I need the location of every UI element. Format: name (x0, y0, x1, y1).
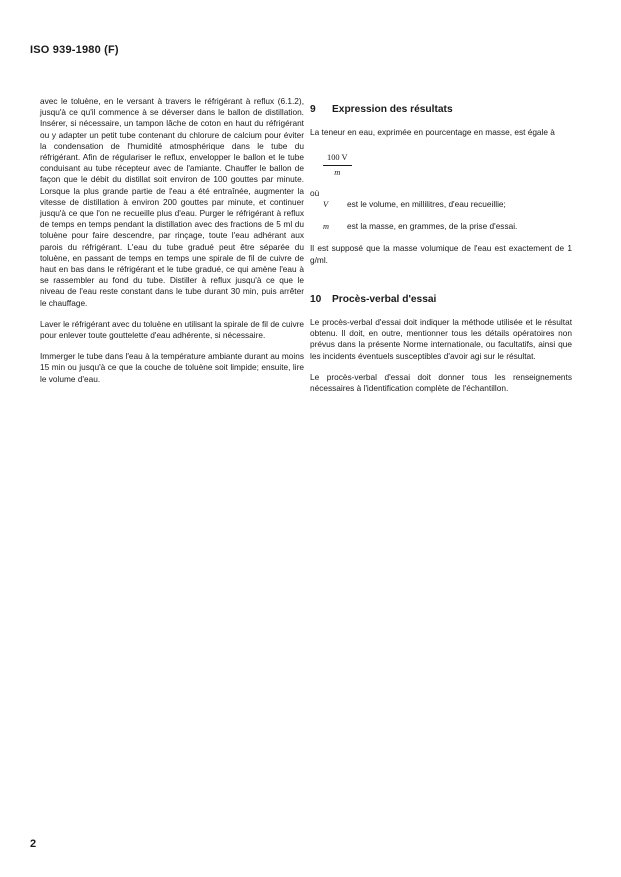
symbol-m: m (323, 222, 329, 232)
section-9-heading (310, 104, 572, 115)
right-column (310, 104, 572, 394)
procedure-paragraph-reading: Immerger le tube dans l'eau à la température ambiante durant au moins 15 min ou jusqu'à ce que la couche de toluène soit limpide; ensuite, lire le volume d'eau. (40, 351, 304, 384)
section-10-paragraph-1: Le procès-verbal d'essai doit indiquer la méthode utilisée et le résultat obtenu. Il doit, en outre, mentionner tous les détails opératoires non prévus dans la présente Norme internationale, ou facultatifs, ainsi que les incidents éventuels susceptibles d'avoir agi sur le résultat. (310, 317, 572, 361)
page-number: 2 (30, 838, 37, 850)
left-column (40, 96, 304, 395)
symbol-v: V (323, 200, 329, 210)
section-9-title: Expression des résultats (332, 104, 453, 115)
formula-numerator: 100 V (323, 152, 352, 165)
section-9-intro: La teneur en eau, exprimée en pourcentage en masse, est égale à (310, 127, 555, 138)
definition-m (310, 221, 572, 232)
formula-denominator: m (334, 167, 341, 177)
definition-v-text: est le volume, en millilitres, d'eau recueillie; (347, 199, 506, 210)
where-label: où (310, 187, 320, 198)
section-10-heading (310, 294, 572, 305)
definition-v (310, 199, 572, 210)
result-formula (323, 152, 352, 177)
document-header: ISO 939-1980 (F) (30, 44, 119, 56)
procedure-paragraph-distillation: avec le toluène, en le versant à travers le réfrigérant à reflux (6.1.2), jusqu'à ce qu'il commence à se déverser dans le ballon de distillation. Insérer, si nécessaire, un tampon lâche de coton en haut du réfrigérant ou y adapter un petit tube contenant du chlorure de calcium pour éviter la condensation de l'humidité atmosphérique dans le tube du réfrigérant. Afin de régulariser le reflux, envelopper le ballon et le tube conduisant au tube récepteur avec de l'amiante. Chauffer le ballon de façon que le débit du distillat soit environ de 100 gouttes par minute. Lorsque la plus grande partie de l'eau a été entraînée, augmenter la vitesse de distillation à environ 200 gouttes par minute, et continuer jusqu'à ce que l'on ne recueille plus d'eau. Purger le réfrigérant à reflux de temps en temps pendant la distillation avec des fractions de 5 ml du toluène pour faire descendre, par rinçage, toute l'eau adhérant aux parois du réfrigérant. L'eau du tube gradué peut être séparée du toluène, en passant de temps en temps une spirale de fil de cuivre de haut en bas dans le réfrigérant et le tube gradué, ce qui amène l'eau à se rassembler au fond du tube. Distiller à reflux jusqu'à ce que le niveau de l'eau reste constant dans le tube durant 30 min, puis arrêter le chauffage. (40, 96, 304, 308)
density-note: Il est supposé que la masse volumique de l'eau est exactement de 1 g/ml. (310, 243, 572, 265)
section-10-title: Procès-verbal d'essai (332, 293, 437, 305)
section-10-number: 10 (310, 293, 322, 305)
section-9-number: 9 (310, 104, 316, 115)
definition-m-text: est la masse, en grammes, de la prise d'essai. (347, 221, 518, 232)
section-10-paragraph-2: Le procès-verbal d'essai doit donner tous les renseignements nécessaires à l'identification complète de l'échantillon. (310, 371, 572, 394)
procedure-paragraph-washing: Laver le réfrigérant avec du toluène en utilisant la spirale de fil de cuivre pour enlever toute gouttelette d'eau adhérente, si nécessaire. (40, 318, 304, 341)
